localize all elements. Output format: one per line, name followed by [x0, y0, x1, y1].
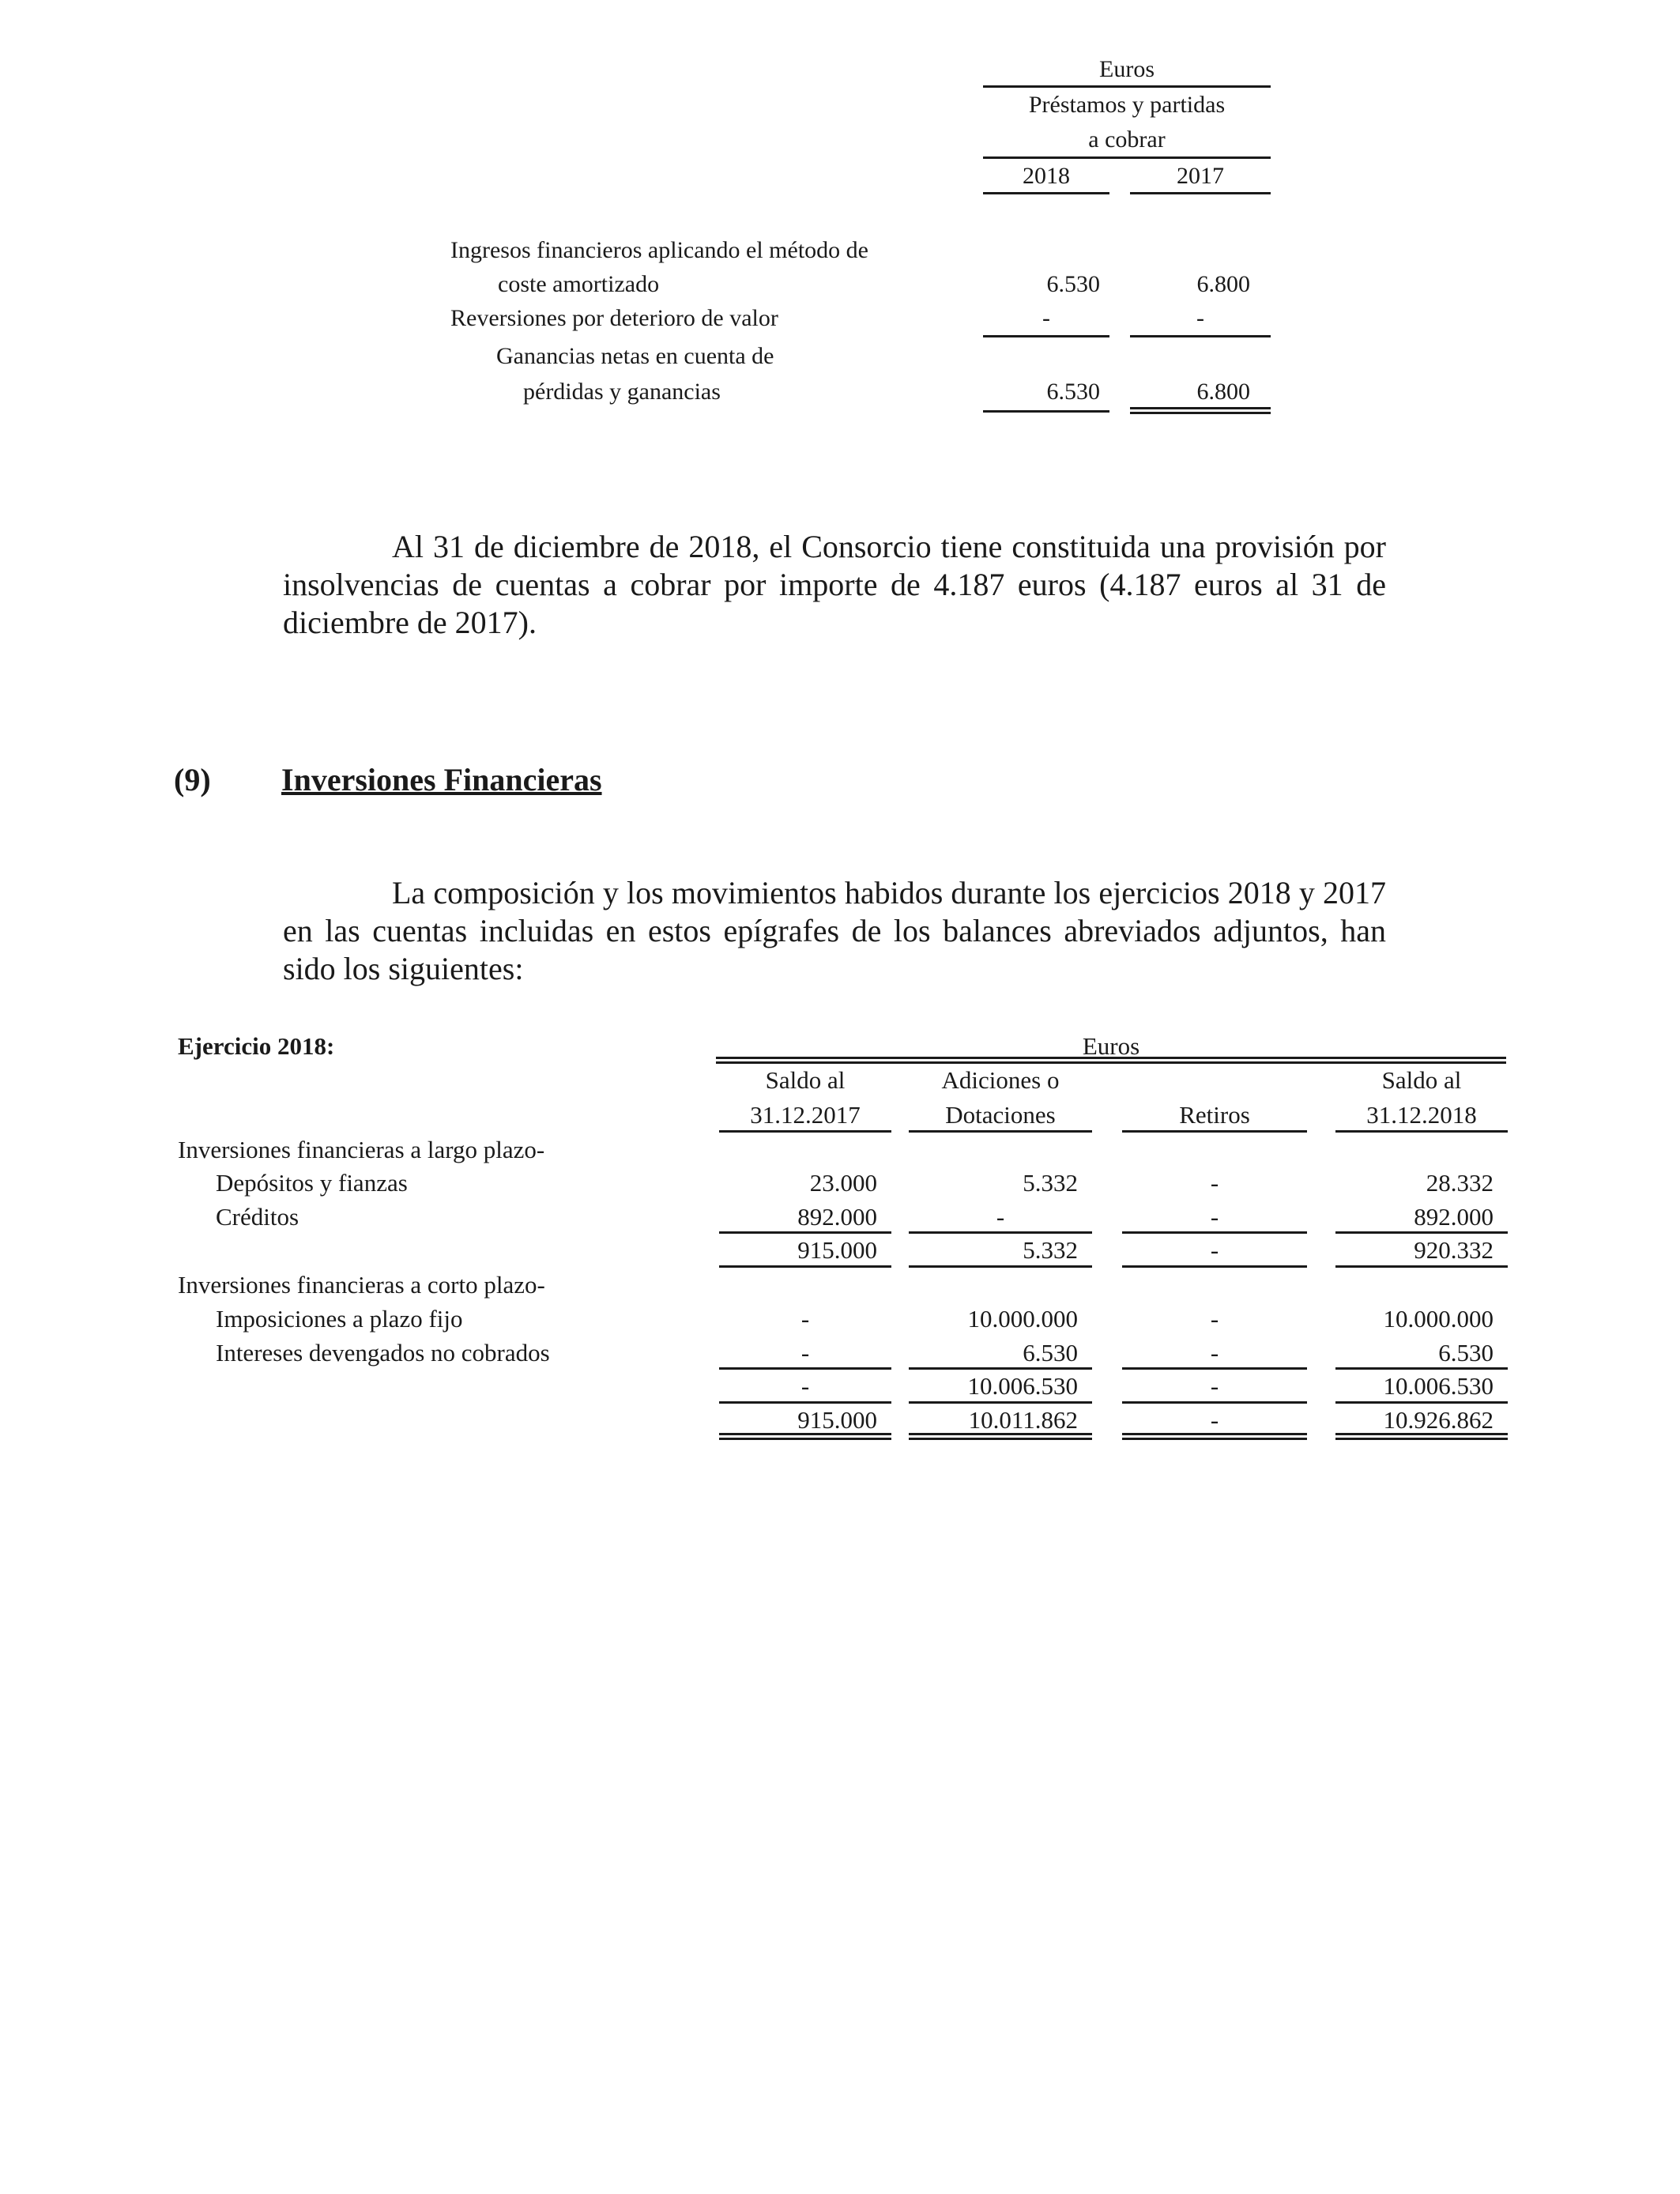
table1-currency-header: Euros — [1099, 56, 1155, 82]
table2-caption: Ejercicio 2018: — [178, 1032, 335, 1060]
table1-rule — [983, 335, 1109, 337]
table2-cell: 892.000 — [797, 1203, 877, 1231]
table2-rule — [909, 1265, 1092, 1268]
table2-subtotal-cell: - — [800, 1372, 810, 1400]
table2-row-label: Depósitos y fianzas — [216, 1169, 408, 1197]
table2-total-cell: 10.011.862 — [968, 1406, 1078, 1434]
table2-rule — [909, 1401, 1092, 1404]
table2-cell: 10.000.000 — [1383, 1305, 1494, 1333]
table2-rule — [719, 1231, 891, 1234]
table2-cell: 23.000 — [809, 1169, 877, 1197]
table2-rule — [1335, 1401, 1508, 1404]
table2-rule — [1335, 1265, 1508, 1268]
table2-subtotal-cell: 920.332 — [1414, 1236, 1494, 1264]
table2-double-rule — [909, 1433, 1092, 1440]
table2-rule — [719, 1401, 891, 1404]
table2-cell: - — [1210, 1339, 1219, 1367]
table2-cell: - — [1210, 1203, 1219, 1231]
table2-double-rule — [1122, 1433, 1307, 1440]
table1-rule — [983, 192, 1109, 194]
section-number: (9) — [174, 762, 211, 797]
table2-row-label: Imposiciones a plazo fijo — [216, 1305, 463, 1333]
table1-row-label: pérdidas y ganancias — [523, 379, 721, 405]
table2-subtotal-cell: 5.332 — [1023, 1236, 1078, 1264]
table1-year-header: 2017 — [1177, 163, 1224, 189]
table2-column-header: 31.12.2017 — [750, 1101, 861, 1129]
table2-subtotal-cell: 10.006.530 — [1383, 1372, 1494, 1400]
table1-rule — [1130, 192, 1271, 194]
table2-cell: - — [1210, 1305, 1219, 1333]
table2-row-label: Intereses devengados no cobrados — [216, 1339, 550, 1367]
table2-cell: 892.000 — [1414, 1203, 1494, 1231]
table2-subtotal-cell: 915.000 — [797, 1236, 877, 1264]
table2-cell: - — [1210, 1169, 1219, 1197]
table1-cell: 6.800 — [1196, 379, 1250, 405]
table2-rule — [1122, 1367, 1307, 1370]
table2-cell: 5.332 — [1023, 1169, 1078, 1197]
table1-year-header: 2018 — [1023, 163, 1070, 189]
table2-cell: - — [800, 1305, 810, 1333]
table2-subtotal-cell: - — [1210, 1236, 1219, 1264]
table1-double-rule — [1130, 407, 1271, 414]
table2-cell: 6.530 — [1023, 1339, 1078, 1367]
table1-rule — [983, 410, 1109, 413]
paragraph: Al 31 de diciembre de 2018, el Consorcio tiene constituida una provisión por insolvencias de cuentas a cobrar por importe de 4.187 euros (4.187 euros al 31 de diciembre de 2017). — [283, 529, 1386, 640]
table2-double-rule — [719, 1433, 891, 1440]
table2-rule — [1335, 1130, 1508, 1133]
table2-double-rule — [1335, 1433, 1508, 1440]
table2-rule — [1122, 1130, 1307, 1133]
table2-cell: 10.000.000 — [967, 1305, 1078, 1333]
table1-cell: 6.800 — [1196, 271, 1250, 297]
table1-row-label: Ingresos financieros aplicando el método de — [450, 237, 868, 263]
table2-cell: 28.332 — [1426, 1169, 1494, 1197]
table2-column-header: Saldo al — [765, 1066, 846, 1094]
table2-total-cell: 10.926.862 — [1383, 1406, 1494, 1434]
table2-column-header: Dotaciones — [945, 1101, 1056, 1129]
table2-rule — [1122, 1265, 1307, 1268]
table1-row-label: Ganancias netas en cuenta de — [496, 343, 774, 369]
table2-cell: 6.530 — [1438, 1339, 1494, 1367]
table2-rule — [1335, 1367, 1508, 1370]
table2-column-header: Retiros — [1179, 1101, 1250, 1129]
table2-cell: - — [800, 1339, 810, 1367]
table2-rule — [1122, 1231, 1307, 1234]
table2-cell: - — [996, 1203, 1005, 1231]
paragraph: La composición y los movimientos habidos durante los ejercicios 2018 y 2017 en las cuentas incluidas en estos epígrafes de los balances abreviados adjuntos, han sido los siguientes: — [283, 875, 1386, 986]
table2-double-rule — [716, 1057, 1506, 1064]
table2-rule — [909, 1130, 1092, 1133]
table2-group-title: Inversiones financieras a corto plazo- — [178, 1271, 545, 1299]
table2-currency-header: Euros — [1082, 1032, 1140, 1060]
table2-rule — [719, 1265, 891, 1268]
table2-column-header: Adiciones o — [941, 1066, 1060, 1094]
table2-column-header: Saldo al — [1381, 1066, 1462, 1094]
table1-category-header: a cobrar — [1088, 126, 1166, 153]
table2-column-header: 31.12.2018 — [1366, 1101, 1477, 1129]
table2-subtotal-cell: 10.006.530 — [967, 1372, 1078, 1400]
table1-row-label: Reversiones por deterioro de valor — [450, 305, 778, 331]
table1-row-label: coste amortizado — [498, 271, 660, 297]
table2-group-title: Inversiones financieras a largo plazo- — [178, 1136, 545, 1163]
table1-category-header: Préstamos y partidas — [1028, 92, 1226, 118]
table1-rule — [983, 85, 1271, 88]
table2-rule — [1122, 1401, 1307, 1404]
table2-rule — [909, 1367, 1092, 1370]
table2-rule — [719, 1367, 891, 1370]
table2-rule — [1335, 1231, 1508, 1234]
table1-cell: - — [1196, 305, 1204, 331]
table2-total-cell: - — [1210, 1406, 1219, 1434]
table2-rule — [909, 1231, 1092, 1234]
table2-total-cell: 915.000 — [797, 1406, 877, 1434]
table2-row-label: Créditos — [216, 1203, 299, 1231]
section-title: Inversiones Financieras — [281, 762, 602, 797]
table1-rule — [1130, 335, 1271, 337]
table1-cell: 6.530 — [1046, 379, 1100, 405]
table1-cell: 6.530 — [1046, 271, 1100, 297]
table1-rule — [983, 156, 1271, 159]
table2-rule — [719, 1130, 891, 1133]
table1-cell: - — [1042, 305, 1050, 331]
table2-subtotal-cell: - — [1210, 1372, 1219, 1400]
